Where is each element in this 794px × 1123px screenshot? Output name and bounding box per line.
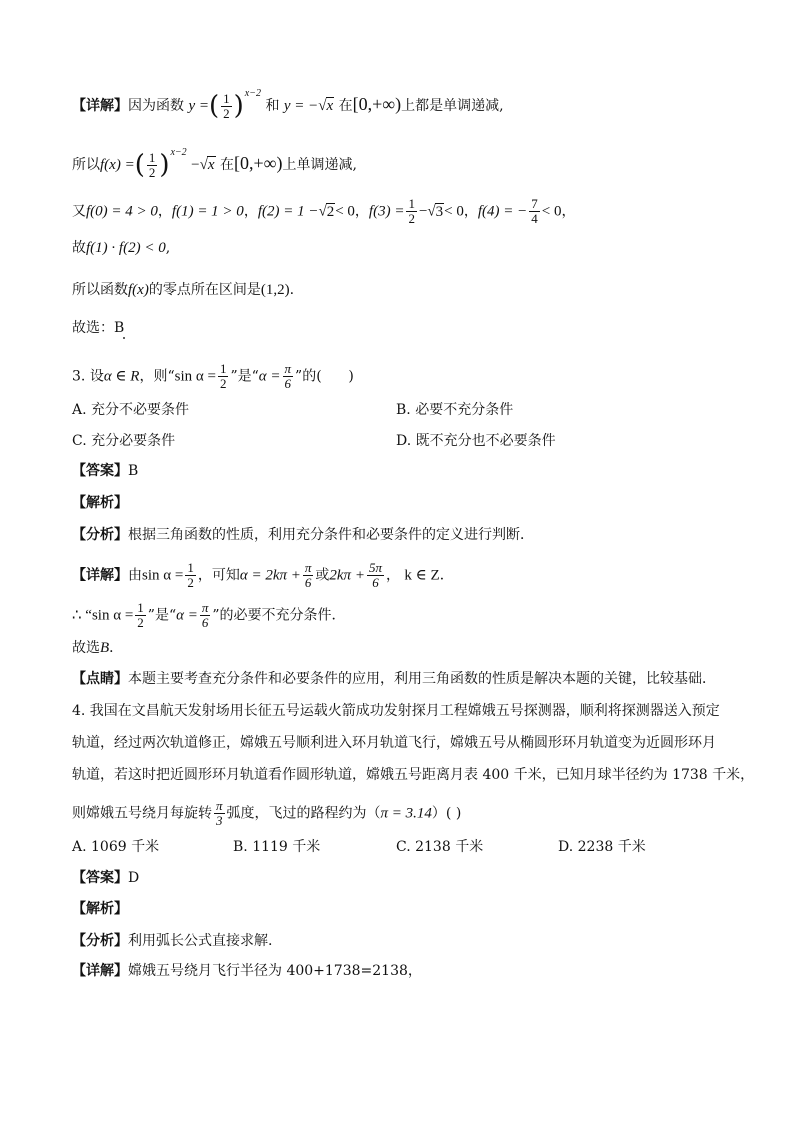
answer-line-2: 故选：B [72, 320, 125, 336]
q3-therefore: ∴ “sin α = $\frac{1}{2}$ ”是“α = $\frac{\pi}{6}$ ”的必要不充分条件． [72, 600, 346, 630]
q3-detail: 【详解】由sin α = $\frac{1}{2}$ ，可知α = 2kπ + $\frac{\pi}{6}$ 或2kπ + $\frac{5\pi}{6}$ ， k ∈ Z． [72, 560, 454, 590]
q4-option-a[interactable]: A. 1069 千米 [72, 839, 160, 855]
q3-option-b[interactable]: B. 必要不充分条件 [396, 402, 514, 418]
fraction-pi-over-3: $\frac{\pi}{3}$ [216, 798, 223, 828]
q4-line-4: 则嫦娥五号绕月每旋转 $\frac{\pi}{3}$ 弧度，飞过的路程约为（π = 3.14）( ) [72, 798, 462, 828]
q3-answer: 【答案】B [72, 463, 139, 479]
values-line: 又f(0) = 4 > 0，f(1) = 1 > 0，f(2) = 1 −√2< 0，f(3) = $\frac{1}{2}$ −√3< 0，f(4) = − $\frac{7}{4}$ < 0， [72, 196, 576, 226]
q3-option-d[interactable]: D. 既不充分也不必要条件 [396, 433, 556, 449]
sqrt-symbol: √ [318, 98, 327, 114]
fraction-one-half: $\frac{1}{2}$ [219, 361, 227, 391]
fraction-pi-over-6: $\frac{\pi}{6}$ [284, 361, 292, 391]
fraction-5pi-over-6: $\frac{5\pi}{6}$ [368, 560, 382, 590]
q4-answer: 【答案】D [72, 870, 140, 886]
hence-line: 故f(1) · f(2) < 0, [72, 240, 171, 256]
q4-detail: 【详解】嫦娥五号绕月飞行半径为 400+1738=2138， [72, 963, 422, 979]
fraction-pi-over-6: $\frac{\pi}{6}$ [304, 560, 312, 590]
q3-fenxi: 【分析】根据三角函数的性质，利用充分条件和必要条件的定义进行判断． [72, 527, 534, 543]
sqrt-symbol: √ [318, 203, 327, 220]
q3-pointer: 【点睛】本题主要考查充分条件和必要条件的应用，利用三角函数的性质是解决本题的关键，比较基础． [72, 671, 716, 687]
detail-line-1: 【详解】因为函数 y =( $\frac{1}{2}$ )$^{x-2}$ 和 y = −√x 在[0,+∞)上都是单调递减, [72, 88, 504, 121]
so-line: 所以f(x) =( $\frac{1}{2}$ )$^{x-2}$ −√x 在[0,+∞)上单调递减, [72, 147, 357, 180]
fraction-one-half: $\frac{1}{2}$ [137, 600, 144, 630]
fraction-pi-over-6: $\frac{\pi}{6}$ [201, 600, 209, 630]
q3-option-c[interactable]: C. 充分必要条件 [72, 433, 176, 449]
q4-line-2: 轨道，经过两次轨道修正，嫦娥五号顺利进入环月轨道飞行，嫦娥五号从椭圆形环月轨道变为近圆形环月 [72, 735, 716, 751]
q3-analysis-tag: 【解析】 [72, 495, 128, 511]
q4-fenxi: 【分析】利用弧长公式直接求解. [72, 933, 273, 949]
fraction-seven-quarters: $\frac{7}{4}$ [531, 196, 538, 226]
q3-option-a[interactable]: A. 充分不必要条件 [72, 402, 190, 418]
q3-choose: 故选B． [72, 640, 124, 656]
zero-line: 所以函数f(x)的零点所在区间是(1,2). [72, 282, 295, 298]
sqrt-symbol: √ [427, 203, 436, 220]
fraction-one-half: $\frac{1}{2}$ [148, 149, 156, 180]
q4-analysis-tag: 【解析】 [72, 901, 128, 917]
sqrt-symbol: √ [199, 157, 208, 173]
stray-dot [123, 337, 125, 339]
q4-line-3: 轨道，若这时把近圆形环月轨道看作圆形轨道，嫦娥五号距离月表 400 千米，已知月球半径约为 1738 千米， [72, 767, 755, 783]
fraction-one-half: $\frac{1}{2}$ [187, 560, 194, 590]
question-3: 3. 设α ∈ R，则“sin α = $\frac{1}{2}$ ”是“α = $\frac{\pi}{6}$ ”的( ) [72, 361, 354, 391]
q4-option-b[interactable]: B. 1119 千米 [233, 839, 321, 855]
fraction-one-half: $\frac{1}{2}$ [223, 90, 230, 121]
q4-option-d[interactable]: D. 2238 千米 [558, 839, 646, 855]
q4-line-1: 4. 我国在文昌航天发射场用长征五号运载火箭成功发射探月工程嫦娥五号探测器，顺利将探测器送入预定 [72, 703, 720, 719]
q4-option-c[interactable]: C. 2138 千米 [396, 839, 484, 855]
fraction-one-half: $\frac{1}{2}$ [408, 196, 415, 226]
